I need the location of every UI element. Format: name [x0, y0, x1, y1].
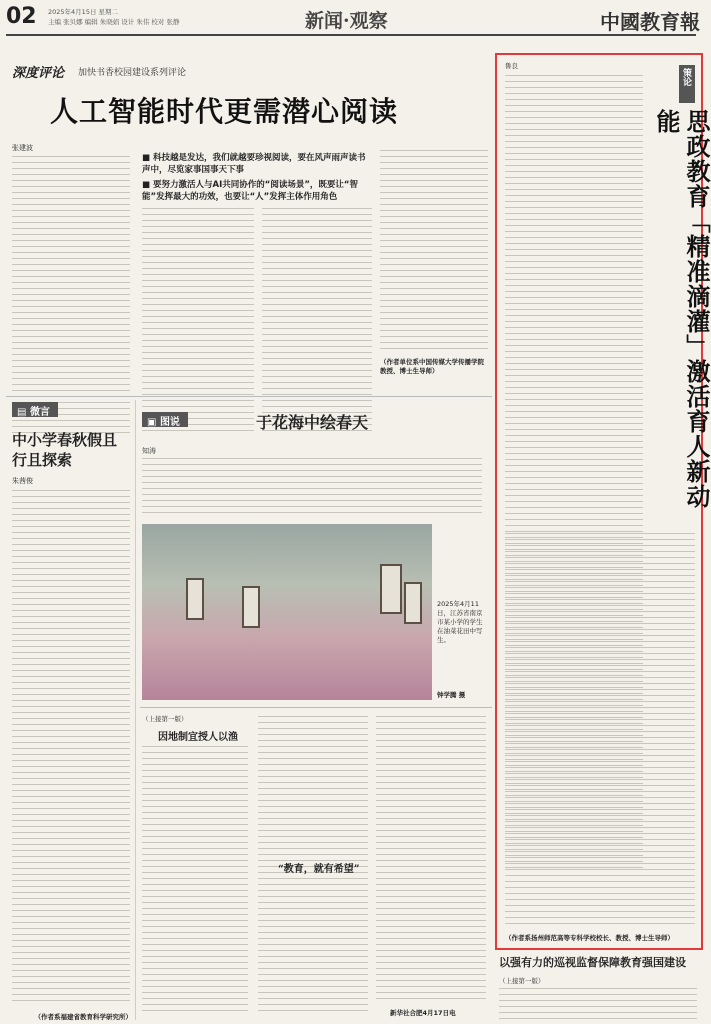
bottom-right-headline: 以强有力的巡视监督保障教育强国建设 — [499, 956, 686, 969]
kicker: 深度评论 — [12, 66, 65, 81]
side-column — [495, 53, 711, 950]
photo-credit: 钟学腾 摄 — [437, 691, 466, 699]
photo-label: ▣ 图说 — [142, 412, 188, 427]
photo-image — [142, 524, 432, 700]
bullet-2: ■ 要努力激活人与AI共同协作的“阅读场景”，既要让“智能”发挥最大的功效，也要让“人”发挥主体作用角色 — [142, 180, 359, 202]
bullet-1: ■ 科技越是发达，我们就越要珍视阅读，要在风声雨声读书声中，尽览家事国事天下事 — [142, 153, 366, 175]
section-title: 新闻·观察 — [305, 10, 388, 32]
staff-line: 主编 张贝娜 编辑 朱晓娟 设计 朱伟 校对 张静 — [48, 18, 180, 26]
page-number: 02 — [6, 4, 37, 29]
feature-headline: 人工智能时代更需潜心阅读 — [50, 95, 399, 128]
weiyan-label: ▤ 微言 — [12, 402, 58, 417]
weiyan-footer: （作者系福建省教育科学研究所） — [34, 1013, 132, 1021]
feature-footer: （作者单位系中国传媒大学传播学院教授、博士生导师） — [380, 358, 484, 375]
feature-author: 张建波 — [12, 144, 33, 152]
date-line: 2025年4月15日 星期二 — [48, 8, 119, 16]
masthead-logo: 中國教育報 — [600, 10, 700, 34]
photo-caption: 2025年4月11日，江苏省南京市某小学的学生在油菜花田中写生。 — [437, 600, 483, 644]
photo-title: 于花海中绘春天 — [256, 413, 369, 432]
side-footer: （作者系扬州师范高等专科学校校长、教授、博士生导师） — [505, 934, 674, 942]
side-headline: 思政教育「精准滴灌」激活育人新动能 — [652, 109, 711, 509]
sub-section-label: （上接第一版） — [142, 715, 188, 723]
side-author: 鲁良 — [505, 62, 518, 70]
kicker-sub: 加快书香校园建设系列评论 — [78, 68, 187, 78]
sub-headline: 因地制宜授人以渔 — [158, 732, 238, 743]
bottom-right-label: （上接第一版） — [499, 977, 545, 985]
mid-credit: 新华社合肥4月17日电 — [390, 1009, 456, 1017]
mid-headline: “教育，就有希望” — [278, 864, 360, 875]
side-label: 策论 — [679, 65, 695, 103]
weiyan-author: 朱茜俊 — [12, 477, 33, 485]
weiyan-headline: 中小学春秋假且行且探索 — [12, 431, 118, 469]
photo-byline: 知涛 — [142, 447, 156, 455]
